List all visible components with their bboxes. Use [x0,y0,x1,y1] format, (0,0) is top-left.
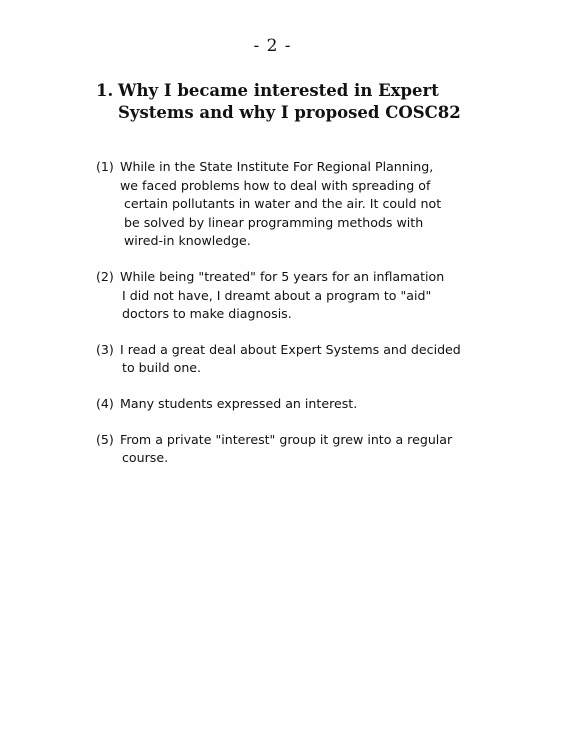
section-heading [96,80,556,124]
list-item-line: While being "treated" for 5 years for an inflamation [120,268,445,284]
list-item-marker: (4) [96,395,114,411]
list-item-line: wired-in knowledge. [124,233,251,249]
list-item-line: I did not have, I dreamt about a program to "aid" [122,287,432,303]
list-item [96,268,516,324]
list-item [96,431,516,468]
list-item-line: course. [122,450,169,466]
reason-list [96,158,516,485]
list-item-line: Many students expressed an interest. [120,395,358,411]
list-item [96,341,516,378]
list-item [96,395,516,414]
list-item [96,158,516,251]
list-item-line: be solved by linear programming methods with [124,214,424,230]
list-item-line: doctors to make diagnosis. [122,306,292,322]
list-item-line: to build one. [122,360,202,376]
section-heading-line-2: Systems and why I proposed COSC82 [118,103,461,122]
list-item-line: While in the State Institute For Regional Planning, [120,159,434,174]
list-item-marker: (5) [96,431,114,447]
list-item-marker: (1) [96,159,114,174]
page-number: - 2 - [253,36,292,56]
list-item-marker: (2) [96,268,114,284]
list-item-line: certain pollutants in water and the air. It could not [124,196,442,212]
list-item-line: we faced problems how to deal with spreading of [120,177,431,193]
section-heading-line-1: Why I became interested in Expert [118,81,439,100]
list-item-marker: (3) [96,341,114,357]
section-number: 1. [96,81,114,100]
list-item-line: From a private "interest" group it grew into a regular [120,431,453,447]
list-item-line: I read a great deal about Expert Systems and decided [120,341,461,357]
